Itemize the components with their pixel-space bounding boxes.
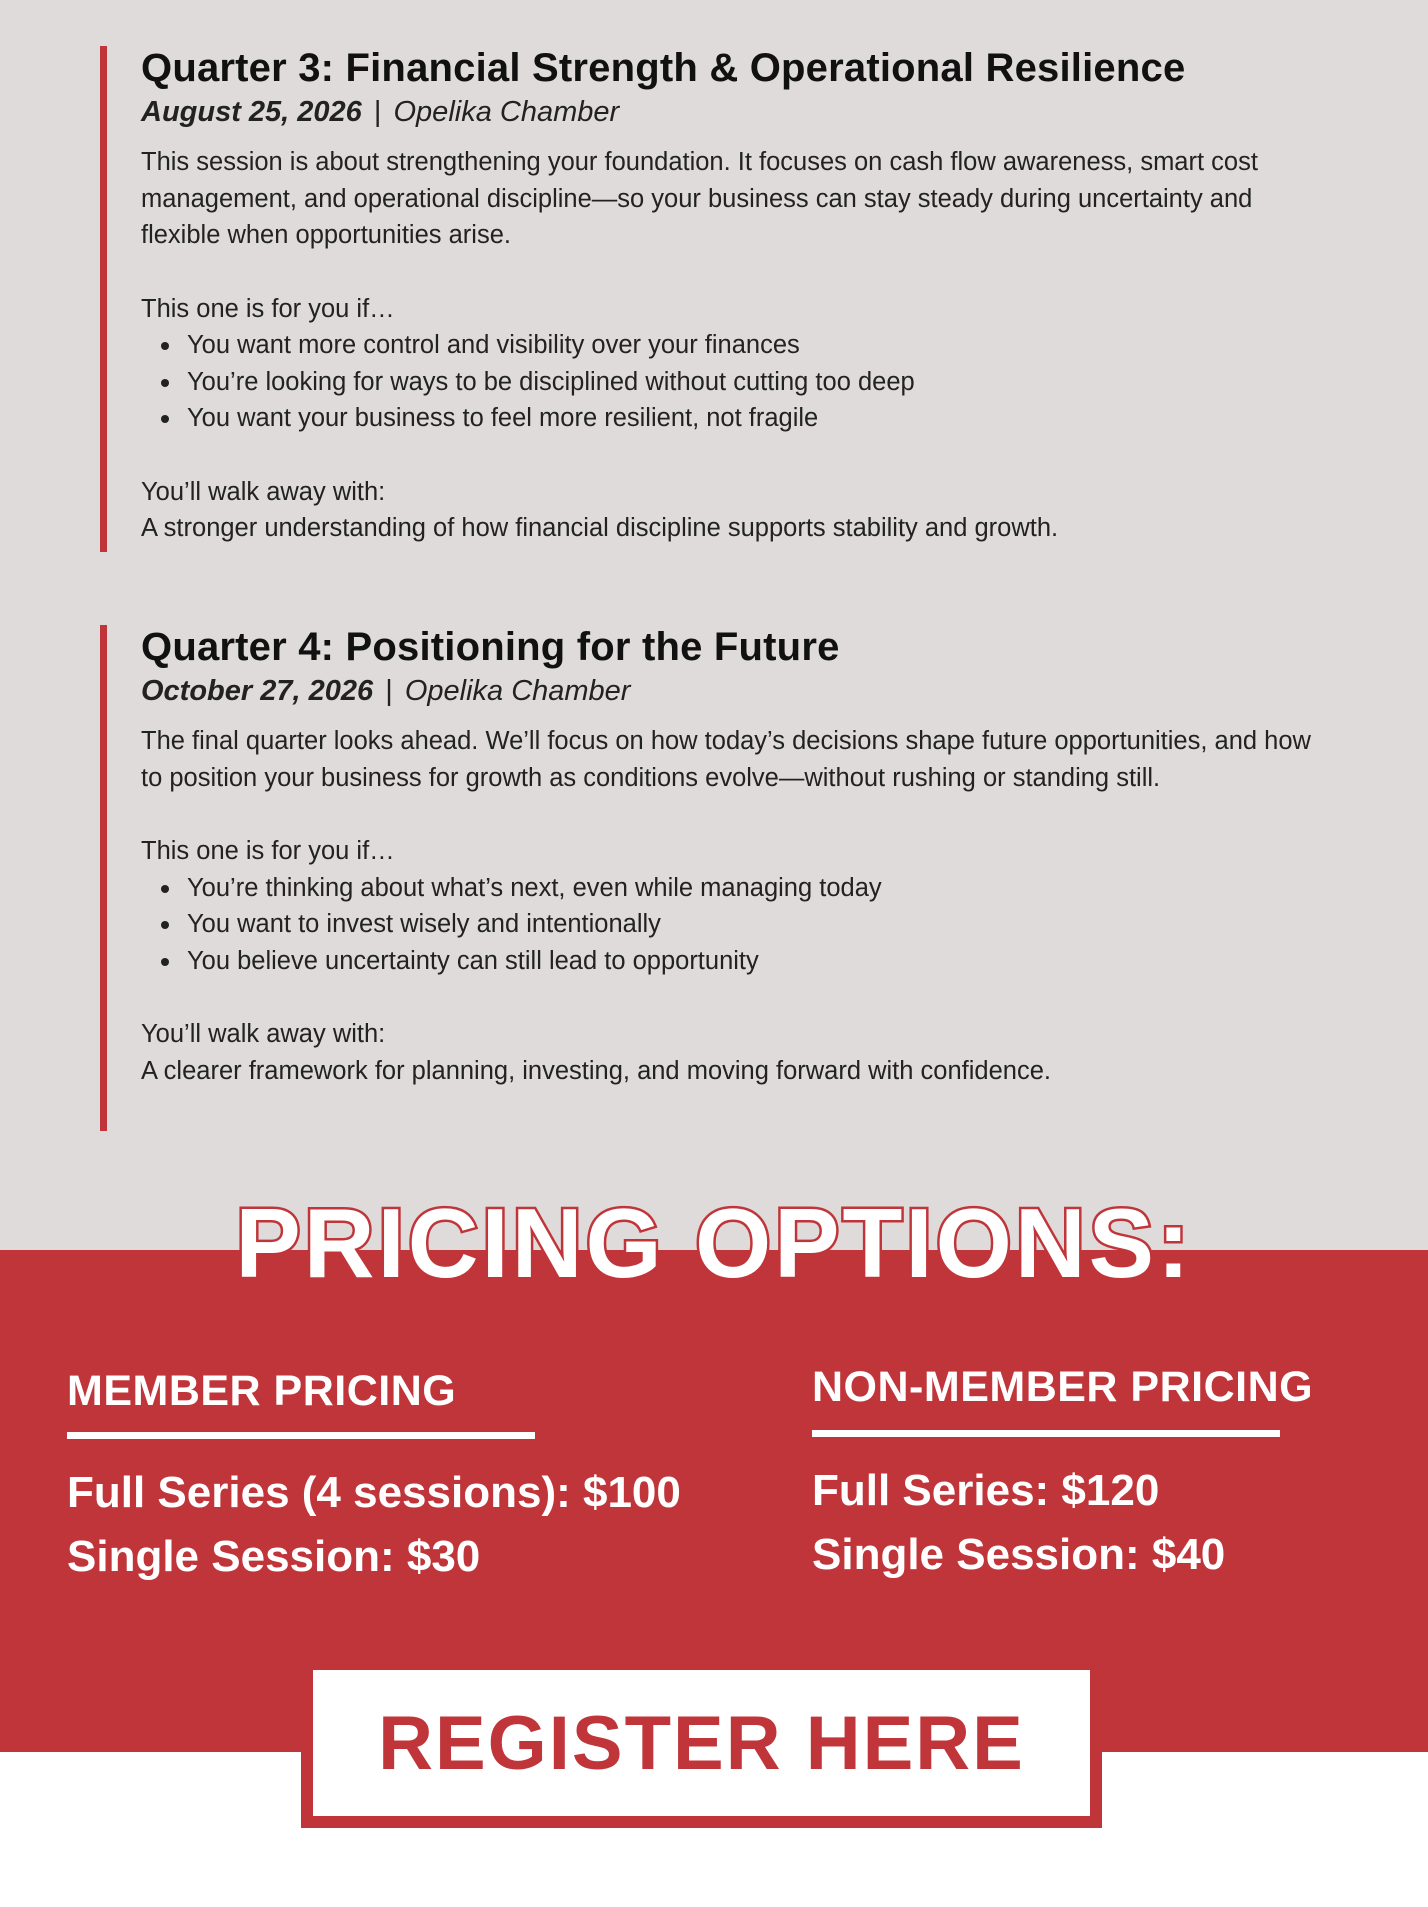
- quarter-3-section: [100, 46, 1340, 552]
- pricing-heading: PRICING OPTIONS:: [235, 1188, 1193, 1298]
- quarter-4-section: [100, 625, 1340, 1131]
- quarter-3-walk-away-text: A stronger understanding of how financial discipline supports stability and growth.: [141, 514, 1059, 542]
- quarter-4-for-you-label: This one is for you if…: [141, 837, 395, 865]
- quarter-4-bullet-list: [157, 870, 1340, 980]
- non-member-pricing-title: NON-MEMBER PRICING: [812, 1363, 1314, 1411]
- non-member-full-series-price: Full Series: $120: [812, 1466, 1160, 1515]
- list-item: You want more control and visibility over your finances: [157, 327, 1340, 364]
- quarter-3-for-you-label: This one is for you if…: [141, 294, 395, 323]
- non-member-pricing-divider: [812, 1430, 1280, 1437]
- list-item: You’re looking for ways to be disciplined without cutting too deep: [157, 364, 1340, 401]
- non-member-price-list: [812, 1459, 1313, 1587]
- member-full-series-price: Full Series (4 sessions): $100: [67, 1468, 681, 1517]
- register-button-label: REGISTER HERE: [378, 1700, 1025, 1786]
- member-pricing-title: MEMBER PRICING: [67, 1367, 457, 1415]
- list-item: You’re thinking about what’s next, even while managing today: [157, 870, 1340, 907]
- quarter-3-bullet-list: [157, 327, 1340, 437]
- member-price-list: [67, 1461, 681, 1589]
- quarter-4-title: Quarter 4: Positioning for the Future: [141, 625, 840, 669]
- quarter-4-walk-away-label: You’ll walk away with:: [141, 1020, 386, 1048]
- quarter-3-venue: Opelika Chamber: [393, 96, 620, 128]
- member-single-session-price: Single Session: $30: [67, 1532, 481, 1581]
- quarter-4-meta: [141, 673, 1340, 709]
- quarter-3-description: This session is about strengthening your foundation. It focuses on cash flow awareness, smart cost management, and operational discipline—so your business can stay steady during uncertainty and flexible when opportunities arise.: [141, 148, 1258, 249]
- quarter-4-venue: Opelika Chamber: [404, 675, 631, 707]
- member-pricing-divider: [67, 1432, 535, 1439]
- meta-separator: |: [373, 96, 382, 128]
- quarter-4-date: October 27, 2026: [141, 675, 374, 707]
- meta-separator: |: [385, 675, 393, 707]
- quarter-3-walk-away-label: You’ll walk away with:: [141, 477, 386, 506]
- non-member-single-session-price: Single Session: $40: [812, 1530, 1226, 1579]
- list-item: You want your business to feel more resilient, not fragile: [157, 400, 1340, 437]
- quarter-4-description: The final quarter looks ahead. We’ll focus on how today’s decisions shape future opportunities, and how to position your business for growth as conditions evolve—without rushing or standing still.: [141, 727, 1311, 792]
- list-item: You believe uncertainty can still lead to opportunity: [157, 943, 1340, 980]
- register-button[interactable]: [313, 1670, 1090, 1816]
- quarter-4-walk-away-text: A clearer framework for planning, investing, and moving forward with confidence.: [141, 1056, 1051, 1085]
- register-button-frame: [301, 1658, 1102, 1828]
- member-pricing-column: [67, 1366, 681, 1589]
- quarter-3-date: August 25, 2026: [141, 96, 362, 128]
- quarter-3-title: Quarter 3: Financial Strength & Operational Resilience: [141, 46, 1186, 90]
- quarter-3-meta: [141, 94, 1340, 130]
- non-member-pricing-column: [812, 1362, 1313, 1587]
- list-item: You want to invest wisely and intentionally: [157, 906, 1340, 943]
